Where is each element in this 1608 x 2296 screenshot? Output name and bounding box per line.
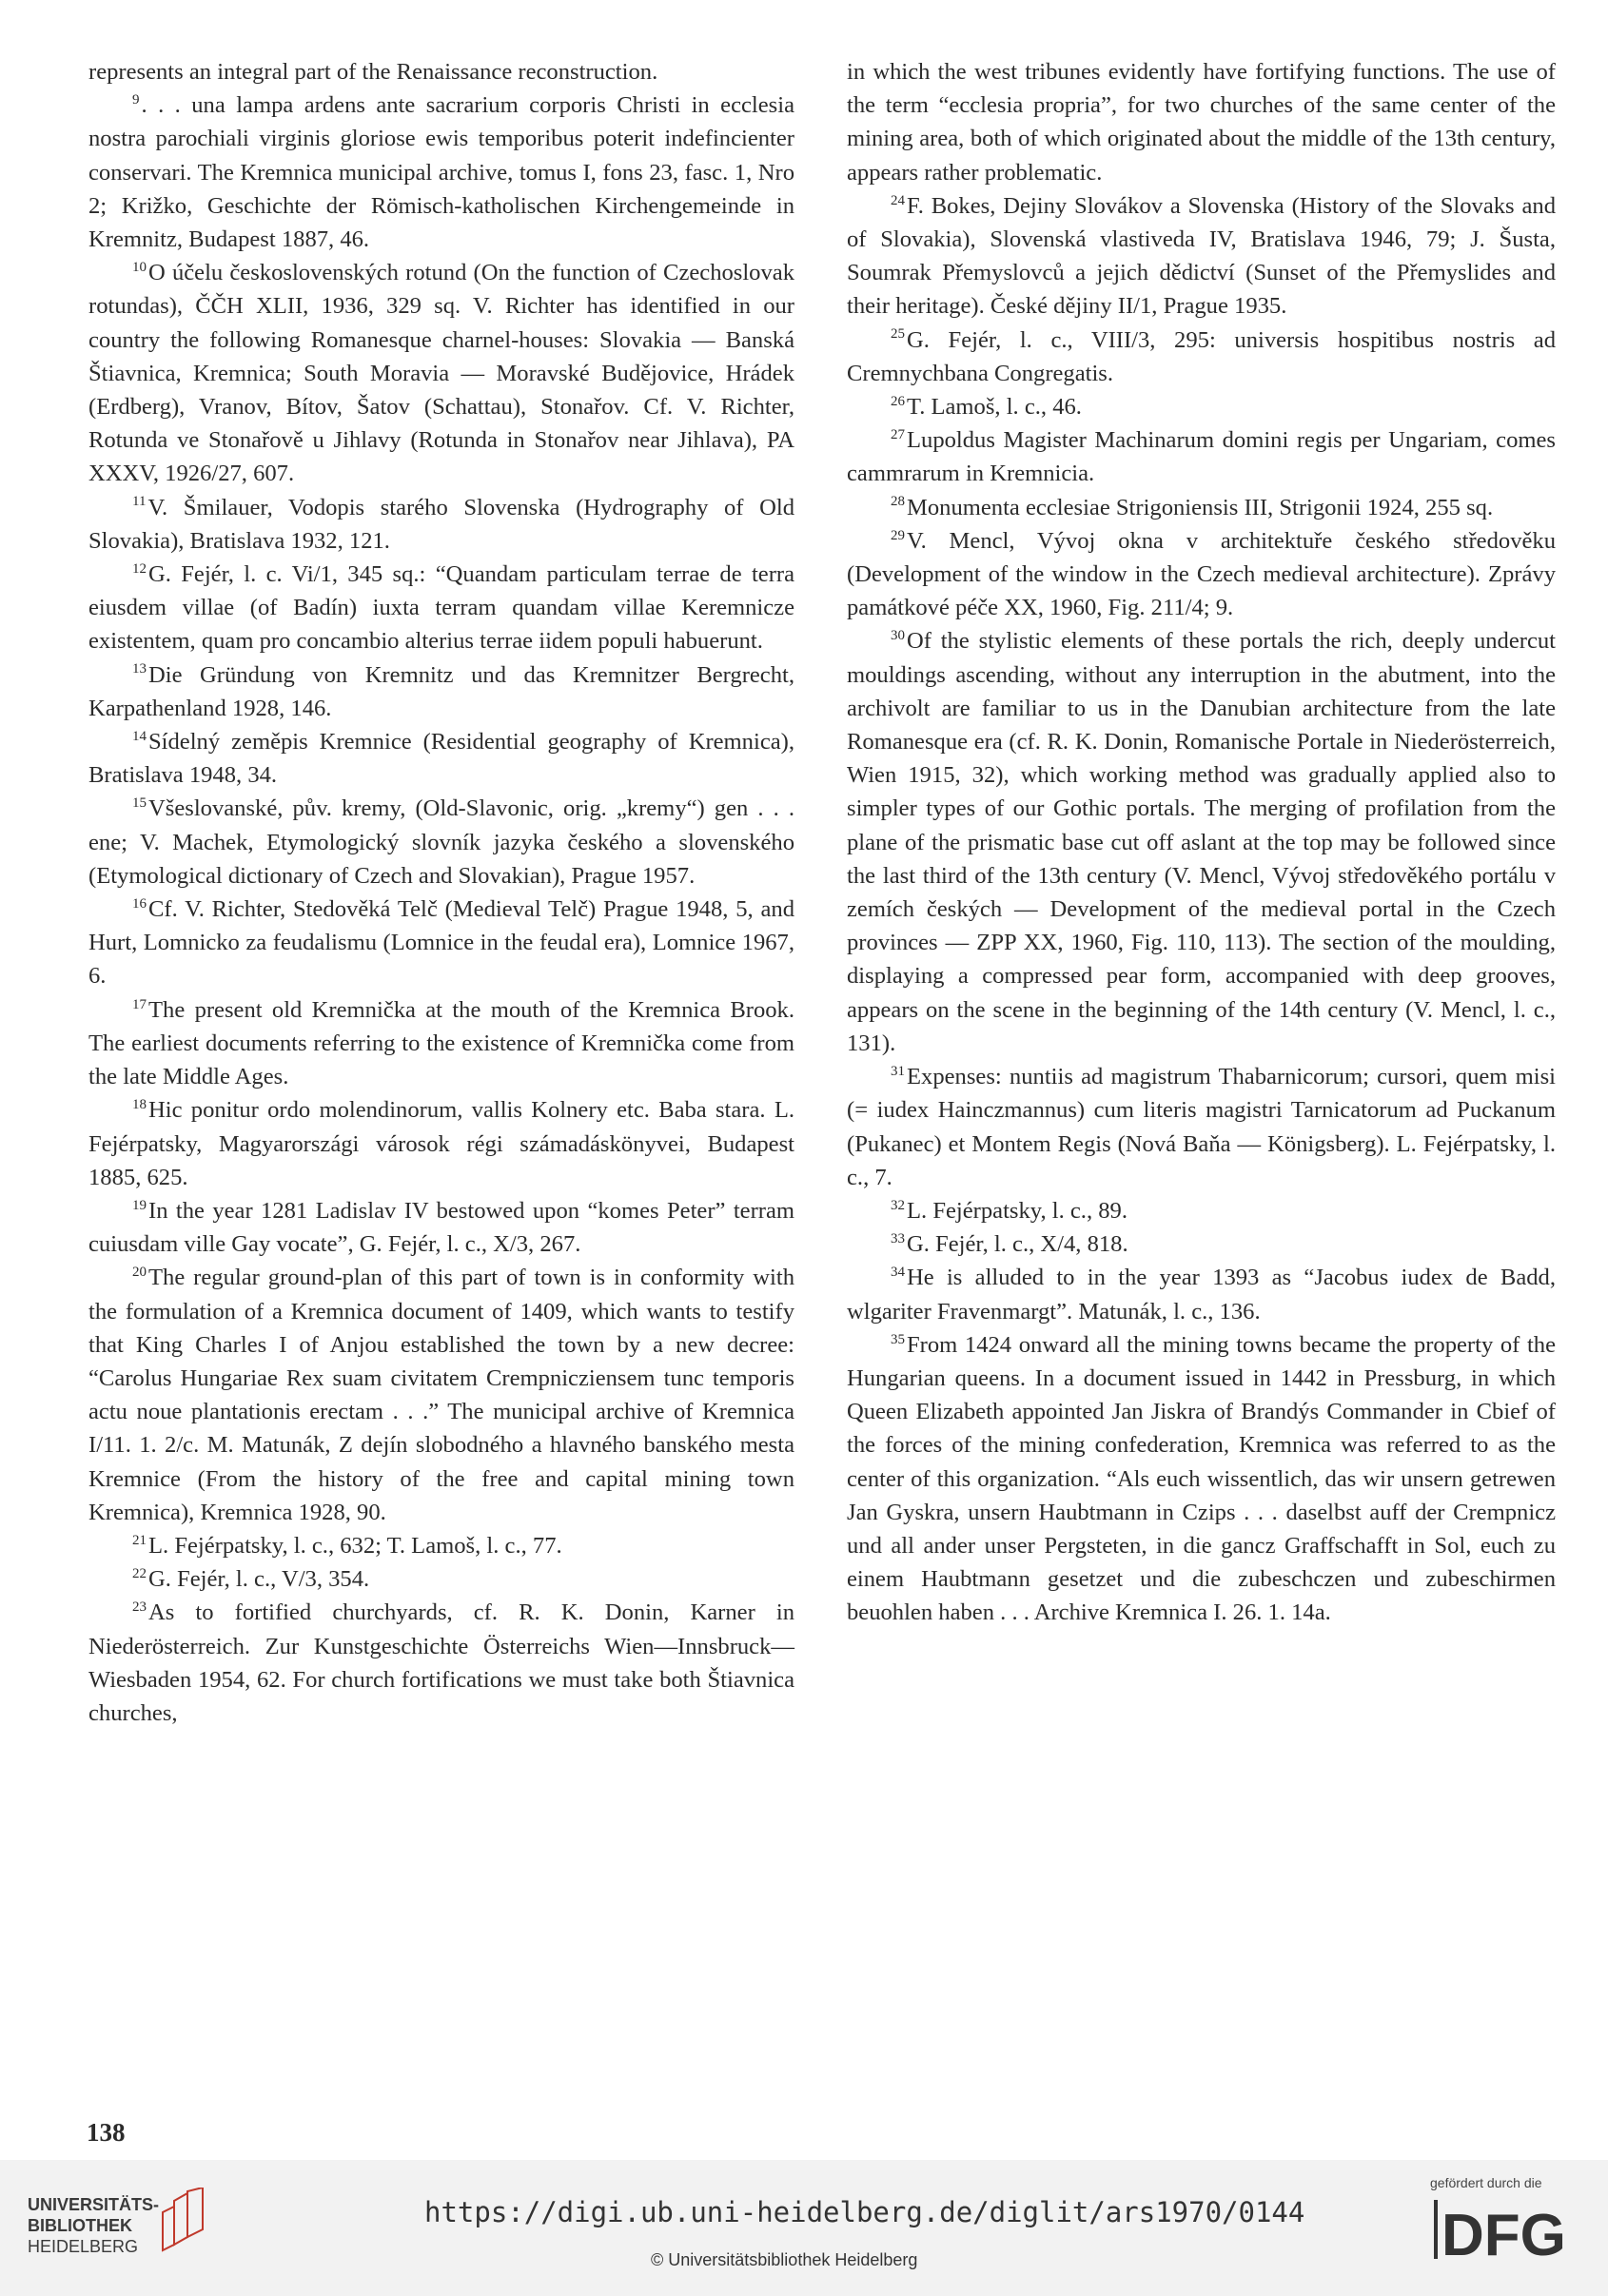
footnote-number: 29 (891, 527, 905, 543)
university-library-logo[interactable] (28, 2194, 212, 2257)
footnote-text: . . . una lampa ardens ante sacrarium corporis Christi in ecclesia nostra parochiali virginis gloriose ewis temporibus poterit indefincienter conservari. The Kremnica municipal archive, tomus I, fons 23, fasc. 1, Nro 2; Križko, Geschichte der Römisch-katholischen Kirchengemeinde in Kremnitz, Budapest 1887, 46. (88, 92, 794, 253)
footnote-text: O účelu československých rotund (On the function of Czechoslovak rotundas), ČČH XLII, 1936, 329 sq. V. Richter has identified in our country the following Romanesque charnel-houses: Slovakia — Banská Štiavnica, Kremnica; South Moravia — Moravské Budějovice, Hrádek (Erdberg), Vranov, Bítov, Šatov (Schattau), Stonařov. Cf. V. Richter, Rotunda ve Stonařově u Jihlavy (Rotunda in Stonařov near Jihlava), PA XXXV, 1926/27, 607. (88, 260, 794, 487)
footnote-number: 14 (132, 728, 147, 744)
footnote-text: G. Fejér, l. c., X/4, 818. (907, 1231, 1128, 1258)
footnote-15 (88, 792, 794, 893)
footnote-text: V. Šmilauer, Vodopis starého Slovenska (Hydrography of Old Slovakia), Bratislava 1932, 121. (88, 494, 794, 554)
footnote-text: Hic ponitur ordo molendinorum, vallis Kolnery etc. Baba stara. L. Fejérpatsky, Magyarországi városok régi számadáskönyvei, Budapest 1885, 625. (88, 1097, 794, 1190)
footnote-28 (847, 491, 1556, 524)
footnote-number: 28 (891, 494, 905, 510)
footnote-text: He is alluded to in the year 1393 as “Jacobus iudex de Badd, wlgariter Fravenmargt”. Matunák, l. c., 136. (847, 1265, 1556, 1325)
footnote-text: Sídelný zeměpis Kremnice (Residential geography of Kremnica), Bratislava 1948, 34. (88, 729, 794, 789)
footnote-text: Cf. V. Richter, Stedověká Telč (Medieval Telč) Prague 1948, 5, and Hurt, Lomnicko za feudalismu (Lomnice in the feudal era), Lomnice 1967, 6. (88, 896, 794, 990)
footnote-text: In the year 1281 Ladislav IV bestowed upon “komes Peter” terram cuiusdam ville Gay vocate”, G. Fejér, l. c., X/3, 267. (88, 1197, 794, 1258)
footnote-23 (88, 1596, 794, 1730)
library-emblem-icon (155, 2188, 212, 2254)
footnote-text: From 1424 onward all the mining towns became the property of the Hungarian queens. In a document issued in 1442 in Pressburg, in which Queen Elizabeth appointed Jan Jiskra of Brandýs Commander in Cbief of the forces of the mining confederation, Kremnica was referred to as the center of this organization. “Als euch wissentlich, das wir unsern getrewen Jan Gyskra, unsern Haubtmann in Czips . . . daselbst auff der Crempnicz und all ander unser Pergsteten, in die gancz Graffschafft in Sol, euch zu einem Haubtmann gesetzet und die zubeschczen und zubeschirmen beuohlen haben . . . Archive Kremnica I. 26. 1. 14a. (847, 1331, 1556, 1626)
footnote-number: 19 (132, 1197, 147, 1213)
footnote-25 (847, 324, 1556, 390)
footnote-number: 33 (891, 1230, 905, 1246)
footnote-number: 32 (891, 1197, 905, 1213)
footnote-number: 35 (891, 1331, 905, 1347)
footnote-number: 31 (891, 1063, 905, 1079)
copyright-notice: © Universitätsbibliothek Heidelberg (651, 2250, 918, 2269)
footnote-10 (88, 256, 794, 490)
footnote-number: 20 (132, 1265, 147, 1281)
library-name: UNIVERSITÄTS- BIBLIOTHEK HEIDELBERG (28, 2195, 160, 2256)
footnote-number: 34 (891, 1265, 905, 1281)
footnote-text: The regular ground-plan of this part of town is in conformity with the formulation of a Kremnica document of 1409, which wants to testify that King Charles I of Anjou established the town by a new decree: “Carolus Hungariae Rex suam civitatem Crempnicziensem tunc temporis actu noue plantationis erectam . . .” The municipal archive of Kremnica I/11. 1. 2/c. M. Matunák, Z dejín slobodného a hlavného banského mesta Kremnice (From the history of the free and capital mining town Kremnica), Kremnica 1928, 90. (88, 1265, 794, 1525)
svg-text:DFG: DFG (1441, 2203, 1566, 2263)
footnote-number: 17 (132, 996, 147, 1012)
footnote-number: 23 (132, 1599, 147, 1616)
footnote-text: T. Lamoš, l. c., 46. (907, 394, 1082, 421)
footnote-14 (88, 725, 794, 792)
footnote-19 (88, 1194, 794, 1261)
footnote-text: Lupoldus Magister Machinarum domini regis per Ungariam, comes cammrarum in Kremnicia. (847, 427, 1556, 487)
footnote-12 (88, 558, 794, 658)
footnote-text: represents an integral part of the Renaissance reconstruction. (88, 59, 658, 85)
footnote-text: Monumenta ecclesiae Strigoniensis III, Strigonii 1924, 255 sq. (907, 494, 1494, 520)
footnote-text: F. Bokes, Dejiny Slovákov a Slovenska (History of the Slovaks and of Slovakia), Slovenská vlastiveda IV, Bratislava 1946, 79; J. Šusta, Soumrak Přemyslovců a jejich dědictví (Sunset of the Přemyslides and their heritage). České dějiny II/1, Prague 1935. (847, 192, 1556, 320)
footnote-number: 11 (132, 494, 147, 510)
footnote-text: V. Mencl, Vývoj okna v architektuře českého středověku (Development of the window in the Czech medieval architecture). Zprávy památkové péče XX, 1960, Fig. 211/4; 9. (847, 527, 1556, 621)
footnote-text: G. Fejér, l. c. Vi/1, 345 sq.: “Quandam particulam terrae de terra eiusdem villae (of Badín) iuxta terram quandam villae Keremnicze existentem, quam pro concambio alterius terrae iidem populi habuerunt. (88, 561, 794, 655)
footnote-35 (847, 1328, 1556, 1630)
footnote-text: G. Fejér, l. c., VIII/3, 295: universis hospitibus nostris ad Cremnychbana Congregatis. (847, 326, 1556, 386)
footnote-text: L. Fejérpatsky, l. c., 632; T. Lamoš, l. c., 77. (148, 1532, 562, 1559)
footnote-text: Of the stylistic elements of these portals the rich, deeply undercut mouldings ascending, without any interruption in the abutment, into the archivolt are familiar to us in the Danubian architecture from the late Romanesque era (cf. R. K. Donin, Romanische Portale in Niederösterreich, Wien 1915, 32), which working method was gradually applied also to simpler types of our Gothic portals. The merging of profilation from the plane of the prismatic base cut off aslant at the top may be followed since the last third of the 13th century (V. Mencl, Vývoj středověkého portálu v zemích českých — Development of the medieval portal in the Czech provinces — ZPP XX, 1960, Fig. 110, 113). The section of the moulding, displaying a compressed pear form, accompanied with deep grooves, appears on the scene in the beginning of the 14th century (V. Mencl, l. c., 131). (847, 628, 1556, 1056)
footnote-text: The present old Kremnička at the mouth of the Kremnica Brook. The earliest documents referring to the existence of Kremnička come from the late Middle Ages. (88, 996, 794, 1090)
footnote-number: 22 (132, 1565, 147, 1581)
funder-caption: gefördert durch die (1430, 2175, 1542, 2190)
footnote-32 (847, 1194, 1556, 1227)
footnote-number: 30 (891, 628, 905, 644)
footnote-text: G. Fejér, l. c., V/3, 354. (148, 1566, 370, 1593)
footnote-26 (847, 390, 1556, 423)
document-url-link[interactable]: https://digi.ub.uni-heidelberg.de/diglit/ars1970/0144 (424, 2196, 1305, 2228)
footnote-27 (847, 423, 1556, 490)
left-text-column (88, 55, 794, 1730)
footnote-number: 16 (132, 895, 147, 912)
page-number: 138 (87, 2118, 126, 2147)
footnote-number: 13 (132, 661, 147, 677)
footnote-number: 9 (132, 92, 140, 108)
footnote-number: 15 (132, 795, 147, 812)
footnote-13 (88, 658, 794, 725)
footnote-text: Všeslovanské, pův. kremy, (Old-Slavonic, orig. „kremy“) gen . . . ene; V. Machek, Etymologický slovník jazyka českého a slovenského (Etymological dictionary of Czech and Slovakian), Prague 1957. (88, 795, 794, 889)
right-continued-text (847, 55, 1556, 189)
dfg-logo-icon[interactable] (1434, 2196, 1586, 2263)
footnote-11 (88, 491, 794, 558)
footnote-34 (847, 1261, 1556, 1327)
footnote-number: 26 (891, 393, 905, 409)
footnote-text: Expenses: nuntiis ad magistrum Thabarnicorum; cursori, quem misi (= iudex Hainczmannus) cum literis magistri Tarnicatorum ad Puckanum (Pukanec) et Montem Regis (Nová Baňa — Königsberg). L. Fejérpatsky, l. c., 7. (847, 1064, 1556, 1190)
footnote-30 (847, 624, 1556, 1060)
footnote-22 (88, 1562, 794, 1596)
footnote-number: 24 (891, 192, 905, 208)
footnote-16 (88, 893, 794, 993)
footnote-number: 10 (132, 260, 147, 276)
footnote-9 (88, 88, 794, 256)
footnote-text: Die Gründung von Kremnitz und das Kremnitzer Bergrecht, Karpathenland 1928, 146. (88, 661, 794, 721)
footnote-20 (88, 1261, 794, 1529)
footnote-text: L. Fejérpatsky, l. c., 89. (907, 1197, 1128, 1224)
right-text-column (847, 55, 1556, 1630)
footnote-text: As to fortified churchyards, cf. R. K. Donin, Karner in Niederösterreich. Zur Kunstgeschichte Österreichs Wien—Innsbruck—Wiesbaden 1954, 62. For church fortifications we must take both Štiavnica churches, (88, 1599, 794, 1726)
footnote-33 (847, 1227, 1556, 1261)
footnote-number: 25 (891, 326, 905, 343)
footnote-21 (88, 1529, 794, 1562)
footnote-29 (847, 524, 1556, 625)
footnote-17 (88, 993, 794, 1094)
footnote-24 (847, 189, 1556, 324)
footnote-18 (88, 1093, 794, 1194)
left-continued-text (88, 55, 794, 88)
footnote-31 (847, 1060, 1556, 1194)
footnote-number: 18 (132, 1097, 147, 1113)
footnote-number: 12 (132, 560, 147, 577)
footnote-number: 27 (891, 427, 905, 443)
footnote-number: 21 (132, 1532, 147, 1548)
footnote-text: in which the west tribunes evidently have fortifying functions. The use of the term “ecclesia propria”, for two churches of the same center of the mining area, both of which originated about the middle of the 13th century, appears rather problematic. (847, 59, 1556, 186)
